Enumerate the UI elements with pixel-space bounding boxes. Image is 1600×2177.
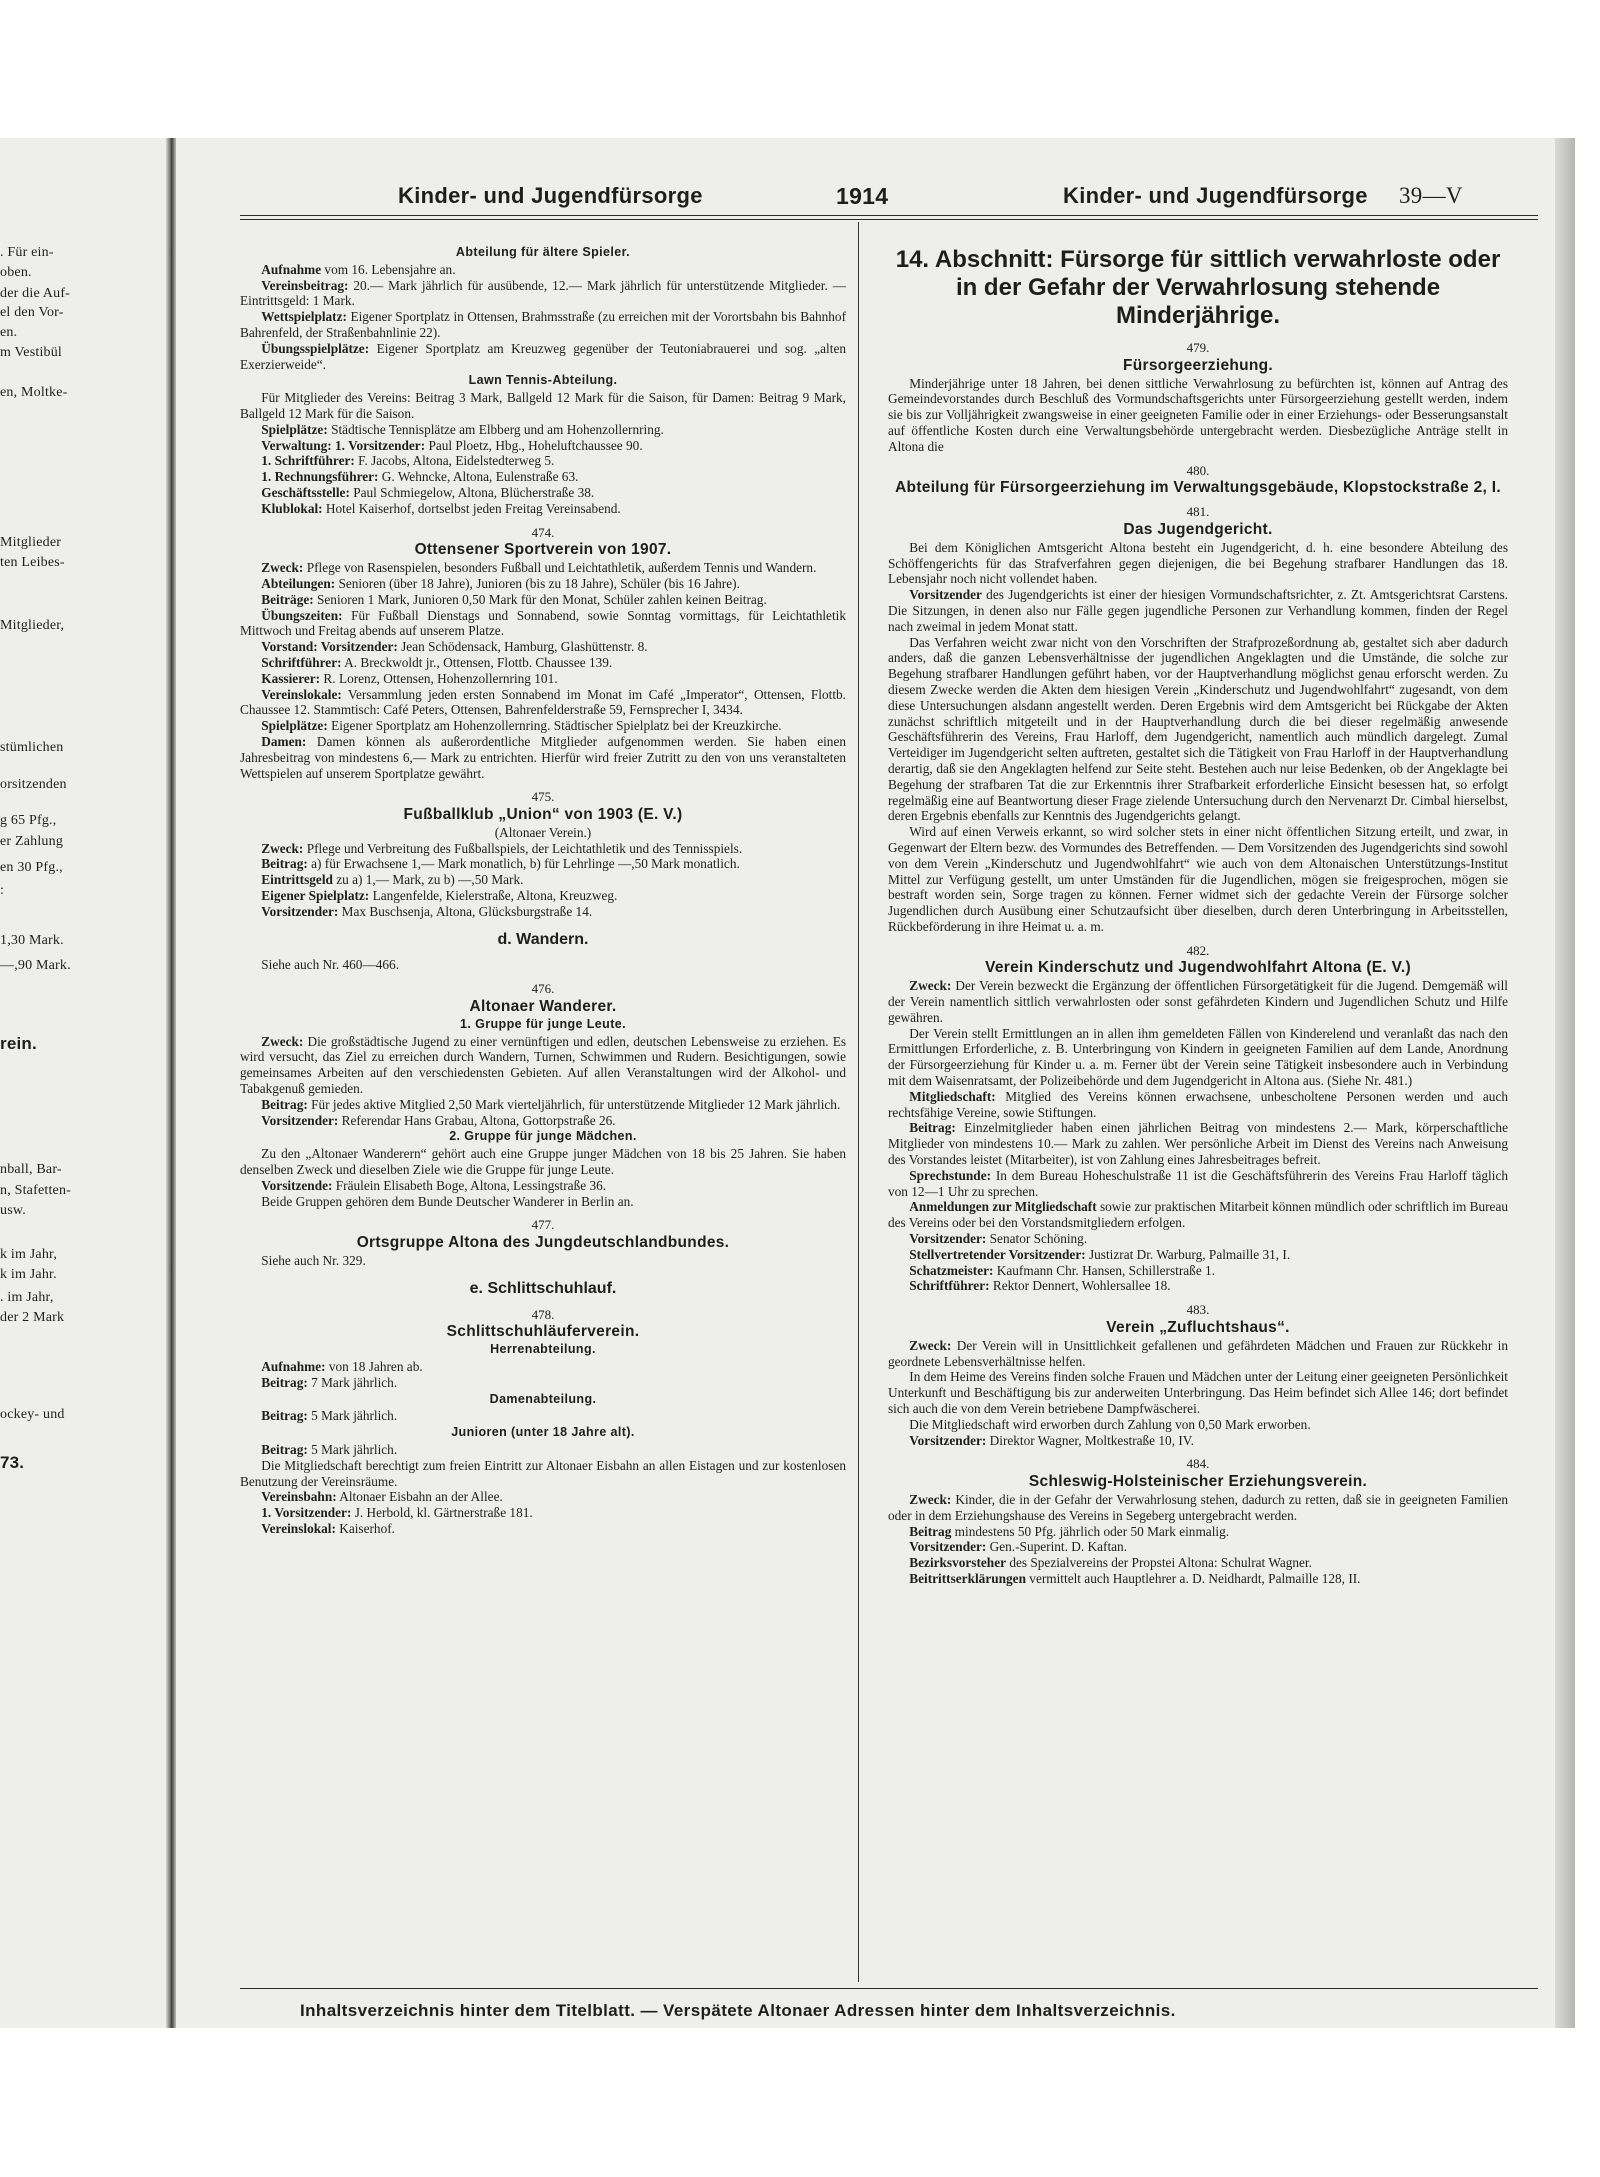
entry-text: Für jedes aktive Mitglied 2,50 Mark vierteljährlich, für unterstützende Mitglieder 12 Mark jährlich. [307,1096,841,1112]
right-column [888,246,1508,1587]
entry-label: Zweck: [909,1491,952,1507]
entry-label: Übungsspielplätze: [261,340,370,356]
entry-label: Beiträge: [261,591,314,607]
entry-text: Beide Gruppen gehören dem Bunde Deutscher Wanderer in Berlin an. [261,1193,634,1209]
entry-paragraph [888,1492,1508,1524]
entry-paragraph [240,608,846,640]
entry-label: Abteilungen: [261,575,336,591]
entry-paragraph [240,655,846,671]
entry-text: Pflege und Verbreitung des Fußballspiels, der Leichtathletik und des Tennisspiels. [303,840,743,856]
entry-paragraph [240,639,846,655]
entry-text: vermittelt auch Hauptlehrer a. D. Neidhardt, Palmaille 128, II. [1025,1570,1361,1586]
entry-text: Referendar Hans Grabau, Altona, Gottorpstraße 26. [338,1112,616,1128]
entry-paragraph [240,904,846,920]
entry-paragraph [888,1369,1508,1416]
entry-text: Eigener Sportplatz am Kreuzweg gegenüber der Teutoniabrauerei und sog. „alten Exerzierweide“. [240,340,846,372]
left-page-text-fragment: Mitglieder [0,535,62,550]
entry-paragraph [888,1199,1508,1231]
entry-label: Vorsitzender: [261,1112,339,1128]
left-page-text-fragment: 1,30 Mark. [0,933,64,948]
entry-paragraph [240,309,846,341]
entry-paragraph [240,469,846,485]
entry-label: Vereinsbahn: [261,1489,337,1505]
entry-paragraph [888,1120,1508,1167]
entry-text: Der Verein will in Unsittlichkeit gefallenen und gefährdeten Mädchen und Frauen zur Rückkehr in geordnete Lebensverhältnisse helfen. [888,1337,1508,1369]
entry-text: Pflege von Rasenspielen, besonders Fußball und Leichtathletik, außerdem Tennis und Wandern. [303,560,817,576]
left-page-text-fragment: rein. [0,1034,37,1053]
entry-text: Kaufmann Chr. Hansen, Schillerstraße 1. [993,1262,1216,1278]
footer-notice: Inhaltsverzeichnis hinter dem Titelblatt. — Verspätete Altonaer Adressen hinter dem Inhaltsverzeichnis. [300,2001,1176,2020]
entry-paragraph [240,671,846,687]
entry-paragraph [888,1026,1508,1089]
entry-text: Senator Schöning. [986,1231,1088,1247]
header-left-title: Kinder- und Jugendfürsorge [398,183,703,208]
entry-text: zu a) 1,— Mark, zu b) —,50 Mark. [332,872,524,888]
entry-text: 20.— Mark jährlich für ausübende, 12.— Mark jährlich für unterstützende Mitglieder. — Eintrittsgeld: 1 Mark. [240,277,846,309]
entry-text: Senioren 1 Mark, Junioren 0,50 Mark für den Monat, Schüler zahlen keinen Beitrag. [313,591,767,607]
entry-paragraph [240,957,846,973]
entry-text: des Spezialvereins der Propstei Altona: Schulrat Wagner. [1006,1555,1312,1571]
entry-text: Jean Schödensack, Hamburg, Glashüttenstr. 8. [397,639,648,655]
entry-text: Justizrat Dr. Warburg, Palmaille 31, I. [1085,1246,1291,1262]
entry-heading: Fürsorgeerziehung. [1122,356,1274,374]
entry-text: Für Fußball Dienstags und Sonnabend, sowie Sonntag vormittags, für Leichtathletik Mittwoch und Freitag abends auf unserem Platze. [240,607,846,639]
entry-text: Minderjährige unter 18 Jahren, bei denen sittliche Verwahrlosung zu befürchten ist, können auf Antrag des Gemeindevorstandes durch Beschluß des Vormundschaftsgerichts unter Fürsorgeerziehung gestellt werden, indem sie bis zur Volljährigkeit zwangsweise in einer geeigneten Familie oder in einer Erziehungs- oder Besserungsanstalt auf öffentliche Kosten durch eine Verwaltungsbehörde untergebracht werden. Diesbezügliche Anträge stellt in Altona die [888,375,1508,454]
entry-paragraph [240,888,846,904]
entry-heading: Ottensener Sportverein von 1907. [414,541,672,559]
entry-paragraph [240,438,846,454]
entry-label: Kassierer: [261,670,321,686]
entry-paragraph [888,1417,1508,1433]
left-page-text-fragment: ten Leibes- [0,555,65,570]
entry-heading: Abteilung für Fürsorgeerziehung im Verwaltungsgebäude, Klopstockstraße 2, I. [895,479,1501,497]
entry-label: Beitrag: [261,1374,308,1390]
entry-paragraph [888,1433,1508,1449]
entry-paragraph [240,1253,846,1269]
entry-paragraph [240,1146,846,1178]
entry-paragraph [240,718,846,734]
entry-label: Vereinsbeitrag: [261,277,349,293]
entry-text: Direktor Wagner, Moltkestraße 10, IV. [986,1432,1194,1448]
chapter-letter-heading: e. Schlittschuhlauf. [469,1279,617,1297]
entry-heading: Das Jugendgericht. [1123,520,1273,538]
entry-label: Beitrag: [261,1096,308,1112]
entry-paragraph [888,1168,1508,1200]
entry-paragraph [240,1489,846,1505]
entry-label: Übungszeiten: [261,607,343,623]
left-page-text-fragment: 73. [0,1453,25,1472]
entry-number: 478. [531,1306,555,1322]
subsection-heading: Herrenabteilung. [490,1342,596,1357]
entry-paragraph [240,592,846,608]
entry-label: Spielplätze: [261,421,328,437]
entry-paragraph [240,262,846,278]
entry-label: Beitrag: [261,856,308,872]
entry-number: 476. [531,981,555,997]
entry-paragraph [240,1097,846,1113]
subsection-heading: Damenabteilung. [489,1391,597,1406]
entry-paragraph [888,376,1508,455]
entry-paragraph [888,1089,1508,1121]
entry-label: Zweck: [261,840,304,856]
entry-paragraph [888,1247,1508,1263]
entry-number: 484. [1186,1456,1210,1472]
entry-text: Der Verein bezweckt die Ergänzung der öffentlichen Fürsorgetätigkeit für die Jugend. Demgemäß will der Verein namentlich sittlich verwahrlosten oder sonst gefährdeten Kindern und Jugendlichen Schutz und Hilfe gewähren. [888,978,1508,1025]
entry-text: Paul Ploetz, Hbg., Hoheluftchaussee 90. [425,437,643,453]
entry-text: 7 Mark jährlich. [307,1374,398,1390]
entry-text: Fräulein Elisabeth Boge, Altona, Lessingstraße 36. [332,1177,607,1193]
entry-paragraph [240,841,846,857]
entry-paragraph [240,1113,846,1129]
entry-label: Vorsitzender: [909,1432,987,1448]
entry-label: Aufnahme: [261,1359,326,1374]
entry-label: Vorsitzender [909,587,982,603]
left-page-text-fragment: ockey- und [0,1407,65,1422]
entry-text: Siehe auch Nr. 460—466. [261,957,400,973]
entry-text: In dem Heime des Vereins finden solche Frauen und Mädchen unter der Leitung einer geeigneten Persönlichkeit Unterkunft und Beschäftigung bis zur anderweiten Unterbringung. Das Heim befindet sich Allee 146; dort befindet sich auch die von dem Verein betriebene Dampfwäscherei. [888,1369,1508,1416]
entry-paragraph [888,540,1508,587]
left-page-text-fragment: : [0,883,5,898]
entry-text: Rektor Dennert, Wohlersallee 18. [989,1278,1171,1294]
entry-text: Die großstädtische Jugend zu einer vernünftigen und edlen, deutschen Lebensweise zu erziehen. Es wird versucht, das Ziel zu erreichen durch Wandern, Turnen, Schwimmen und Rudern. Besichtigungen, sowie gemeinsames Arbeiten auf den verschiedensten Gebieten. Auf allen Veranstaltungen wird der Alkohol- und Tabakgenuß gemieden. [240,1033,846,1097]
left-page-text-fragment: en, Moltke- [0,385,68,400]
entry-label: Verwaltung: 1. Vorsitzender: [261,437,426,453]
entry-label: Zweck: [261,560,304,576]
entry-label: Vorsitzender: [261,903,339,919]
entry-label: 1. Vorsitzender: [261,1505,352,1521]
entry-paragraph [240,390,846,422]
entry-text: Kinder, die in der Gefahr der Verwahrlosung stehen, dadurch zu retten, daß sie in geeigneten Familien oder in dem Erziehungshause des Vereins in Segeberg untergebracht werden. [888,1491,1508,1523]
entry-text: Die Mitgliedschaft wird erworben durch Zahlung von 0,50 Mark erworben. [909,1416,1311,1432]
entry-paragraph [240,1034,846,1097]
entry-text: 5 Mark jährlich. [307,1441,398,1457]
entry-label: Damen: [261,733,307,749]
entry-paragraph [240,1442,846,1458]
entry-heading: Verein Kinderschutz und Jugendwohlfahrt Altona (E. V.) [985,959,1411,977]
entry-paragraph [888,1338,1508,1370]
entry-label: Beitrag: [261,1408,308,1424]
entry-label: Stellvertretender Vorsitzender: [909,1246,1086,1262]
subsection-heading: 2. Gruppe für junge Mädchen. [449,1129,637,1144]
entry-label: Beitrittserklärungen [909,1570,1026,1586]
subsection-heading: Junioren (unter 18 Jahre alt). [451,1425,635,1440]
entry-text: Paul Schmiegelow, Altona, Blücherstraße 38. [349,484,595,500]
entry-paragraph [888,587,1508,634]
entry-text: Einzelmitglieder haben einen jährlichen Beitrag von mindestens 2.— Mark, körperschaftliche Mitglieder von mindestens 10.— Mark zu zahlen. Wer persönliche Arbeit im Dienst des Vereins nach Anweisung des Vorstandes leistet (Mitarbeiter), ist von Zahlung eines Jahresbeitrages befreit. [888,1120,1508,1168]
entry-text: Das Verfahren weicht zwar nicht von den Vorschriften der Strafprozeßordnung ab, gestaltet sich aber dadurch anders, daß die ganzen Lebensverhältnisse der jugendlichen Angeklagten und die Umstände, die solche zur Begehung strafbarer Handlungen geführt haben, vor der Hauptverhandlung möglichst genau erforscht werden. Zu diesem Zwecke werden die Akten dem hiesigen Verein „Kinderschutz und Jugendwohlfahrt“ zugesandt, von dem diese Untersuchungen alsdann angestellt werden. Deren Ergebnis wird dem Amtsgericht bei Rückgabe der Akten zunächst schriftlich mitgeteilt und in der Hauptverhandlung durch die bei dieser regelmäßig anwesende Geschäftsführerin des Vereins, Frau Harloff, dem Jugendgericht, namentlich auch mündlich dargelegt. Zumal Verteidiger im Jugendgericht selten auftreten, gestaltet sich die Tätigkeit von Frau Harloff in der Hauptverhandlung derartig, daß sie den Angeklagten helfend zur Seite steht. Bestehen auch nur leise Bedenken, ob der Angeklagte bei Begehung der strafbaren Tat die zur Erkenntnis ihrer Strafbarkeit erforderliche Einsicht besessen hat, so erfolgt regelmäßig eine auf Beantwortung dieser Frage zielende Untersuchung durch den Nervenarzt Dr. Cimbal hierselbst, deren Ergebnis ebenfalls zur Kenntnis des Jugendgerichts gelangt. [888,634,1508,824]
entry-paragraph [888,978,1508,1025]
header-right-title: Kinder- und Jugendfürsorge [1063,183,1368,208]
entry-label: Beitrag [909,1523,952,1539]
page-edge [1555,138,1575,2028]
entry-paragraph [240,422,846,438]
entry-paragraph [888,824,1508,935]
left-page-text-fragment: er Zahlung [0,834,64,849]
entry-number: 480. [1186,462,1210,478]
entry-text: a) für Erwachsene 1,— Mark monatlich, b) für Lehrlinge —,50 Mark monatlich. [307,856,740,872]
entry-text: sowie zur praktischen Mitarbeit können mündlich oder schriftlich im Bureau des Vereins oder bei den Vorstandsmitgliedern erfolgen. [888,1199,1509,1231]
entry-paragraph [888,1555,1508,1571]
entry-label: Wettspielplatz: [261,309,347,325]
entry-paragraph [888,1278,1508,1294]
entry-label: Mitgliedschaft: [909,1088,996,1104]
entry-paragraph [240,560,846,576]
entry-text: G. Wehncke, Altona, Eulenstraße 63. [378,469,579,485]
left-page-text-fragment: stümlichen [0,740,64,755]
entry-label: 1. Rechnungsführer: [261,469,379,485]
entry-paragraph [240,734,846,781]
entry-label: Schatzmeister: [909,1262,994,1278]
left-page-text-fragment: g 65 Pfg., [0,813,57,828]
entry-label: Schriftführer: [261,654,342,670]
entry-paragraph [240,872,846,888]
entry-label: Zweck: [261,1033,304,1049]
entry-text: Hotel Kaiserhof, dortselbst jeden Freitag Vereinsabend. [322,500,621,516]
header-year: 1914 [836,183,889,209]
entry-paragraph [240,1408,846,1424]
left-page-text-fragment: k im Jahr. [0,1267,57,1282]
entry-paragraph [240,341,846,373]
entry-text: Senioren (über 18 Jahre), Junioren (bis zu 18 Jahre), Schüler (bis 16 Jahre). [335,575,740,591]
page-number: 39—V [1399,183,1463,208]
entry-heading: Schleswig-Holsteinischer Erziehungsverein. [1028,1473,1368,1491]
entry-text: R. Lorenz, Ottensen, Hohenzollernring 101. [320,670,558,686]
left-page-text-fragment: n, Stafetten- [0,1183,72,1198]
entry-paragraph [240,485,846,501]
entry-text: Für Mitglieder des Vereins: Beitrag 3 Mark, Ballgeld 12 Mark für die Saison, für Damen: Beitrag 9 Mark, Ballgeld 12 Mark für die Saison. [240,390,846,421]
entry-text: vom 16. Lebensjahre an. [321,261,456,277]
entry-paragraph [240,1521,846,1537]
entry-paragraph [888,1539,1508,1555]
entry-number: 477. [531,1217,555,1233]
entry-label: Zweck: [909,1337,952,1353]
entry-text: Die Mitgliedschaft berechtigt zum freien Eintritt zur Altonaer Eisbahn an allen Eistagen und zur kostenlosen Benutzung der Vereinsräume. [240,1457,846,1489]
left-page-text-fragment: —,90 Mark. [0,958,71,973]
entry-label: Vorsitzender: [909,1231,987,1247]
entry-number: 479. [1186,340,1210,355]
entry-label: Vereinslokale: [261,686,342,702]
entry-text: Mitglied des Vereins können erwachsene, unbescholtene Personen werden und auch rechtsfähige Vereine, sowie Stiftungen. [888,1088,1508,1120]
entry-paragraph [240,1194,846,1210]
entry-text: J. Herbold, kl. Gärtnerstraße 181. [351,1505,533,1521]
footer-rule [240,1988,1538,1989]
entry-paragraph [240,453,846,469]
entry-heading: Altonaer Wanderer. [469,998,617,1016]
entry-heading: Ortsgruppe Altona des Jungdeutschlandbundes. [356,1234,730,1252]
entry-label: Eintrittsgeld [261,872,333,888]
left-page-text-fragment: en 30 Pfg., [0,860,63,875]
entry-paragraph [240,1458,846,1490]
entry-paragraph [240,501,846,517]
entry-paragraph [240,1359,846,1375]
entry-text: Versammlung jeden ersten Sonnabend im Monat im Café „Imperator“, Ottensen, Flottb. Chaussee 12. Stammtisch: Café Peters, Ottensen, Bahrenfelderstraße 59, Fernsprecher I, 3434. [240,686,846,718]
entry-label: Sprechstunde: [909,1167,992,1183]
header-rule [240,215,1538,216]
left-page-text-fragment: usw. [0,1203,26,1218]
entry-text: Eigener Sportplatz in Ottensen, Brahmsstraße (zu erreichen mit der Vorortsbahn bis Bahnhof Bahrenfeld, der Straßenbahnlinie 22). [240,309,846,340]
entry-heading: Fußballklub „Union“ von 1903 (E. V.) [403,806,683,824]
entry-label: Schriftführer: [909,1278,990,1294]
entry-label: Eigener Spielplatz: [261,888,370,904]
entry-text: In dem Bureau Hoheschulstraße 11 ist die Geschäftsführerin des Vereins Frau Harloff täglich von 12—1 Uhr zu sprechen. [888,1167,1508,1199]
left-page-text-fragment: oben. [0,265,32,280]
entry-number: 475. [531,789,555,805]
entry-label: Vorsitzender: [909,1539,987,1555]
entry-number: 482. [1186,942,1210,958]
entry-paragraph [240,1505,846,1521]
centered-note: (Altonaer Verein.) [494,824,592,840]
entry-paragraph [888,1571,1508,1587]
entry-text: Gen.-Superint. D. Kaftan. [986,1539,1128,1555]
subsection-heading: 1. Gruppe für junge Leute. [460,1016,626,1031]
entry-text: Der Verein stellt Ermittlungen an in allen ihm gemeldeten Fällen von Kinderelend und veranlaßt das nach den Ermittlungen Erforderliche, z. B. Unterbringung von Kindern in geeigneten Familien auf dem Lande, Anordnung der Fürsorgeerziehung für Kinder u. a. m. Ferner übt der Verein seine Tätigkeit insbesondere auch in Verbindung mit dem Waisenratsamt, der Polizeibehörde und dem Jugendgericht in Altona aus. (Siehe Nr. 481.) [888,1025,1508,1089]
left-page-text-fragment: nball, Bar- [0,1162,62,1177]
entry-number: 474. [531,524,555,540]
entry-paragraph [240,576,846,592]
entry-number: 483. [1186,1302,1210,1318]
entry-label: Aufnahme [261,261,322,277]
entry-paragraph [888,635,1508,825]
entry-text: 5 Mark jährlich. [307,1408,398,1424]
left-page-text-fragment: . im Jahr, [0,1290,54,1305]
entry-paragraph [240,687,846,719]
entry-text: F. Jacobs, Altona, Eidelstedterweg 5. [354,453,555,469]
entry-text: von 18 Jahren ab. [325,1359,423,1374]
entry-paragraph [240,1375,846,1391]
entry-text: Zu den „Altonaer Wanderern“ gehört auch eine Gruppe junger Mädchen von 18 bis 25 Jahren. Sie haben denselben Zweck und dieselben Ziele wie die Gruppe für junge Leute. [240,1146,846,1178]
entry-paragraph [240,856,846,872]
entry-text: Kaiserhof. [335,1520,395,1536]
subsection-heading: Abteilung für ältere Spieler. [455,245,631,259]
entry-text: Damen können als außerordentliche Mitglieder aufgenommen werden. Sie haben einen Jahresbeitrag von mindestens 6,— Mark zu entrichten. Hierfür wird freier Zutritt zu den von uns veranstalteten Wettspielen auf unserem Sportplatze gewährt. [240,733,846,781]
left-page-text-fragment: el den Vor- [0,305,64,320]
entry-text: Eigener Sportplatz am Hohenzollernring. Städtischer Spielplatz bei der Kreuzkirche. [327,718,782,734]
entry-number: 481. [1186,504,1210,520]
entry-text: Städtische Tennisplätze am Elbberg und am Hohenzollernring. [327,421,664,437]
left-page-text-fragment: orsitzenden [0,777,67,792]
header-rule-2 [240,219,1538,220]
book-spine [166,138,176,2028]
chapter-letter-heading: d. Wandern. [497,930,589,948]
subsection-heading: Lawn Tennis-Abteilung. [468,373,618,388]
entry-label: Spielplätze: [261,718,328,734]
entry-label: Klublokal: [261,500,323,516]
entry-paragraph [888,1231,1508,1247]
left-page-text-fragment: Mitglieder, [0,618,65,633]
entry-paragraph [888,1263,1508,1279]
left-page-text-fragment: . Für ein- [0,245,54,260]
left-page-text-fragment: en. [0,325,18,340]
left-page-text-fragment: k im Jahr, [0,1247,58,1262]
entry-paragraph [240,1178,846,1194]
section-heading: 14. Abschnitt: Fürsorge für sittlich verwahrloste oder in der Gefahr der Verwahrlosung stehende Minderjährige. [895,246,1501,329]
entry-label: Zweck: [909,978,952,994]
entry-label: Beitrag: [261,1441,308,1457]
entry-label: Vorsitzende: [261,1177,333,1193]
left-page-text-fragment: der 2 Mark [0,1310,65,1325]
entry-text: mindestens 50 Pfg. jährlich oder 50 Mark einmalig. [951,1523,1230,1539]
left-page-text-fragment: der die Auf- [0,286,71,301]
column-divider [858,222,859,1982]
entry-text: Bei dem Königlichen Amtsgericht Altona besteht ein Jugendgericht, d. h. eine besondere Abteilung des Schöffengerichts für das Strafverfahren gegen diejenigen, die bei Begehung strafbarer Handlungen das 18. Lebensjahr noch nicht vollendet haben. [888,539,1508,587]
entry-text: A. Breckwoldt jr., Ottensen, Flottb. Chaussee 139. [341,654,613,670]
entry-label: Bezirksvorsteher [909,1555,1007,1571]
entry-text: Max Buschsenja, Altona, Glücksburgstraße 14. [338,903,593,919]
entry-heading: Verein „Zufluchtshaus“. [1106,1319,1290,1337]
entry-paragraph [240,278,846,310]
entry-text: des Jugendgerichts ist einer der hiesigen Vormundschaftsrichter, z. Zt. Amtsgerichtsrat Carstens. Die Sitzungen, in denen also nur Fälle gegen jugendliche Personen zur Verhandlung kommen, finden der Regel nach zweimal in jedem Monat statt. [888,587,1508,634]
entry-text: Wird auf einen Verweis erkannt, so wird solcher stets in einer nicht öffentlichen Sitzung erteilt, und zwar, in Gegenwart der Eltern bezw. des Vormundes des Betreffenden. — Dem Vorsitzenden des Jugendgerichts sind sowohl von dem Verein „Kinderschutz und Jugendwohlfahrt“ wie auch von dem Altonaischen Unterstützungs-Institut Mittel zur Verfügung gestellt, um unter Umständen für die Jugendlichen, mögen sie freigesprochen, mögen sie bestraft worden sein, Sorge tragen zu können. Ferner widmet sich der gedachte Verein der Fürsorge solcher Jugendlichen durch Ausübung einer Schutzaufsicht über dieselben, durch deren Unterbringung in Arbeitsstellen, Rückbeförderung in ihre Heimat u. a. m. [888,824,1508,934]
entry-label: Vereinslokal: [261,1520,336,1536]
entry-label: Anmeldungen zur Mitgliedschaft [909,1199,1097,1215]
entry-heading: Schlittschuhläuferverein. [446,1323,640,1341]
entry-label: Geschäftsstelle: [261,484,350,500]
entry-text: Langenfelde, Kielerstraße, Altona, Kreuzweg. [369,888,618,904]
entry-text: Altonaer Eisbahn an der Allee. [336,1489,503,1505]
left-page-text-fragment: m Vestibül [0,345,63,360]
entry-paragraph [888,1524,1508,1540]
entry-label: 1. Schriftführer: [261,453,355,469]
entry-label: Vorstand: Vorsitzender: [261,639,398,655]
entry-text: Siehe auch Nr. 329. [261,1253,366,1269]
entry-label: Beitrag: [909,1120,956,1136]
left-column [240,244,846,1537]
